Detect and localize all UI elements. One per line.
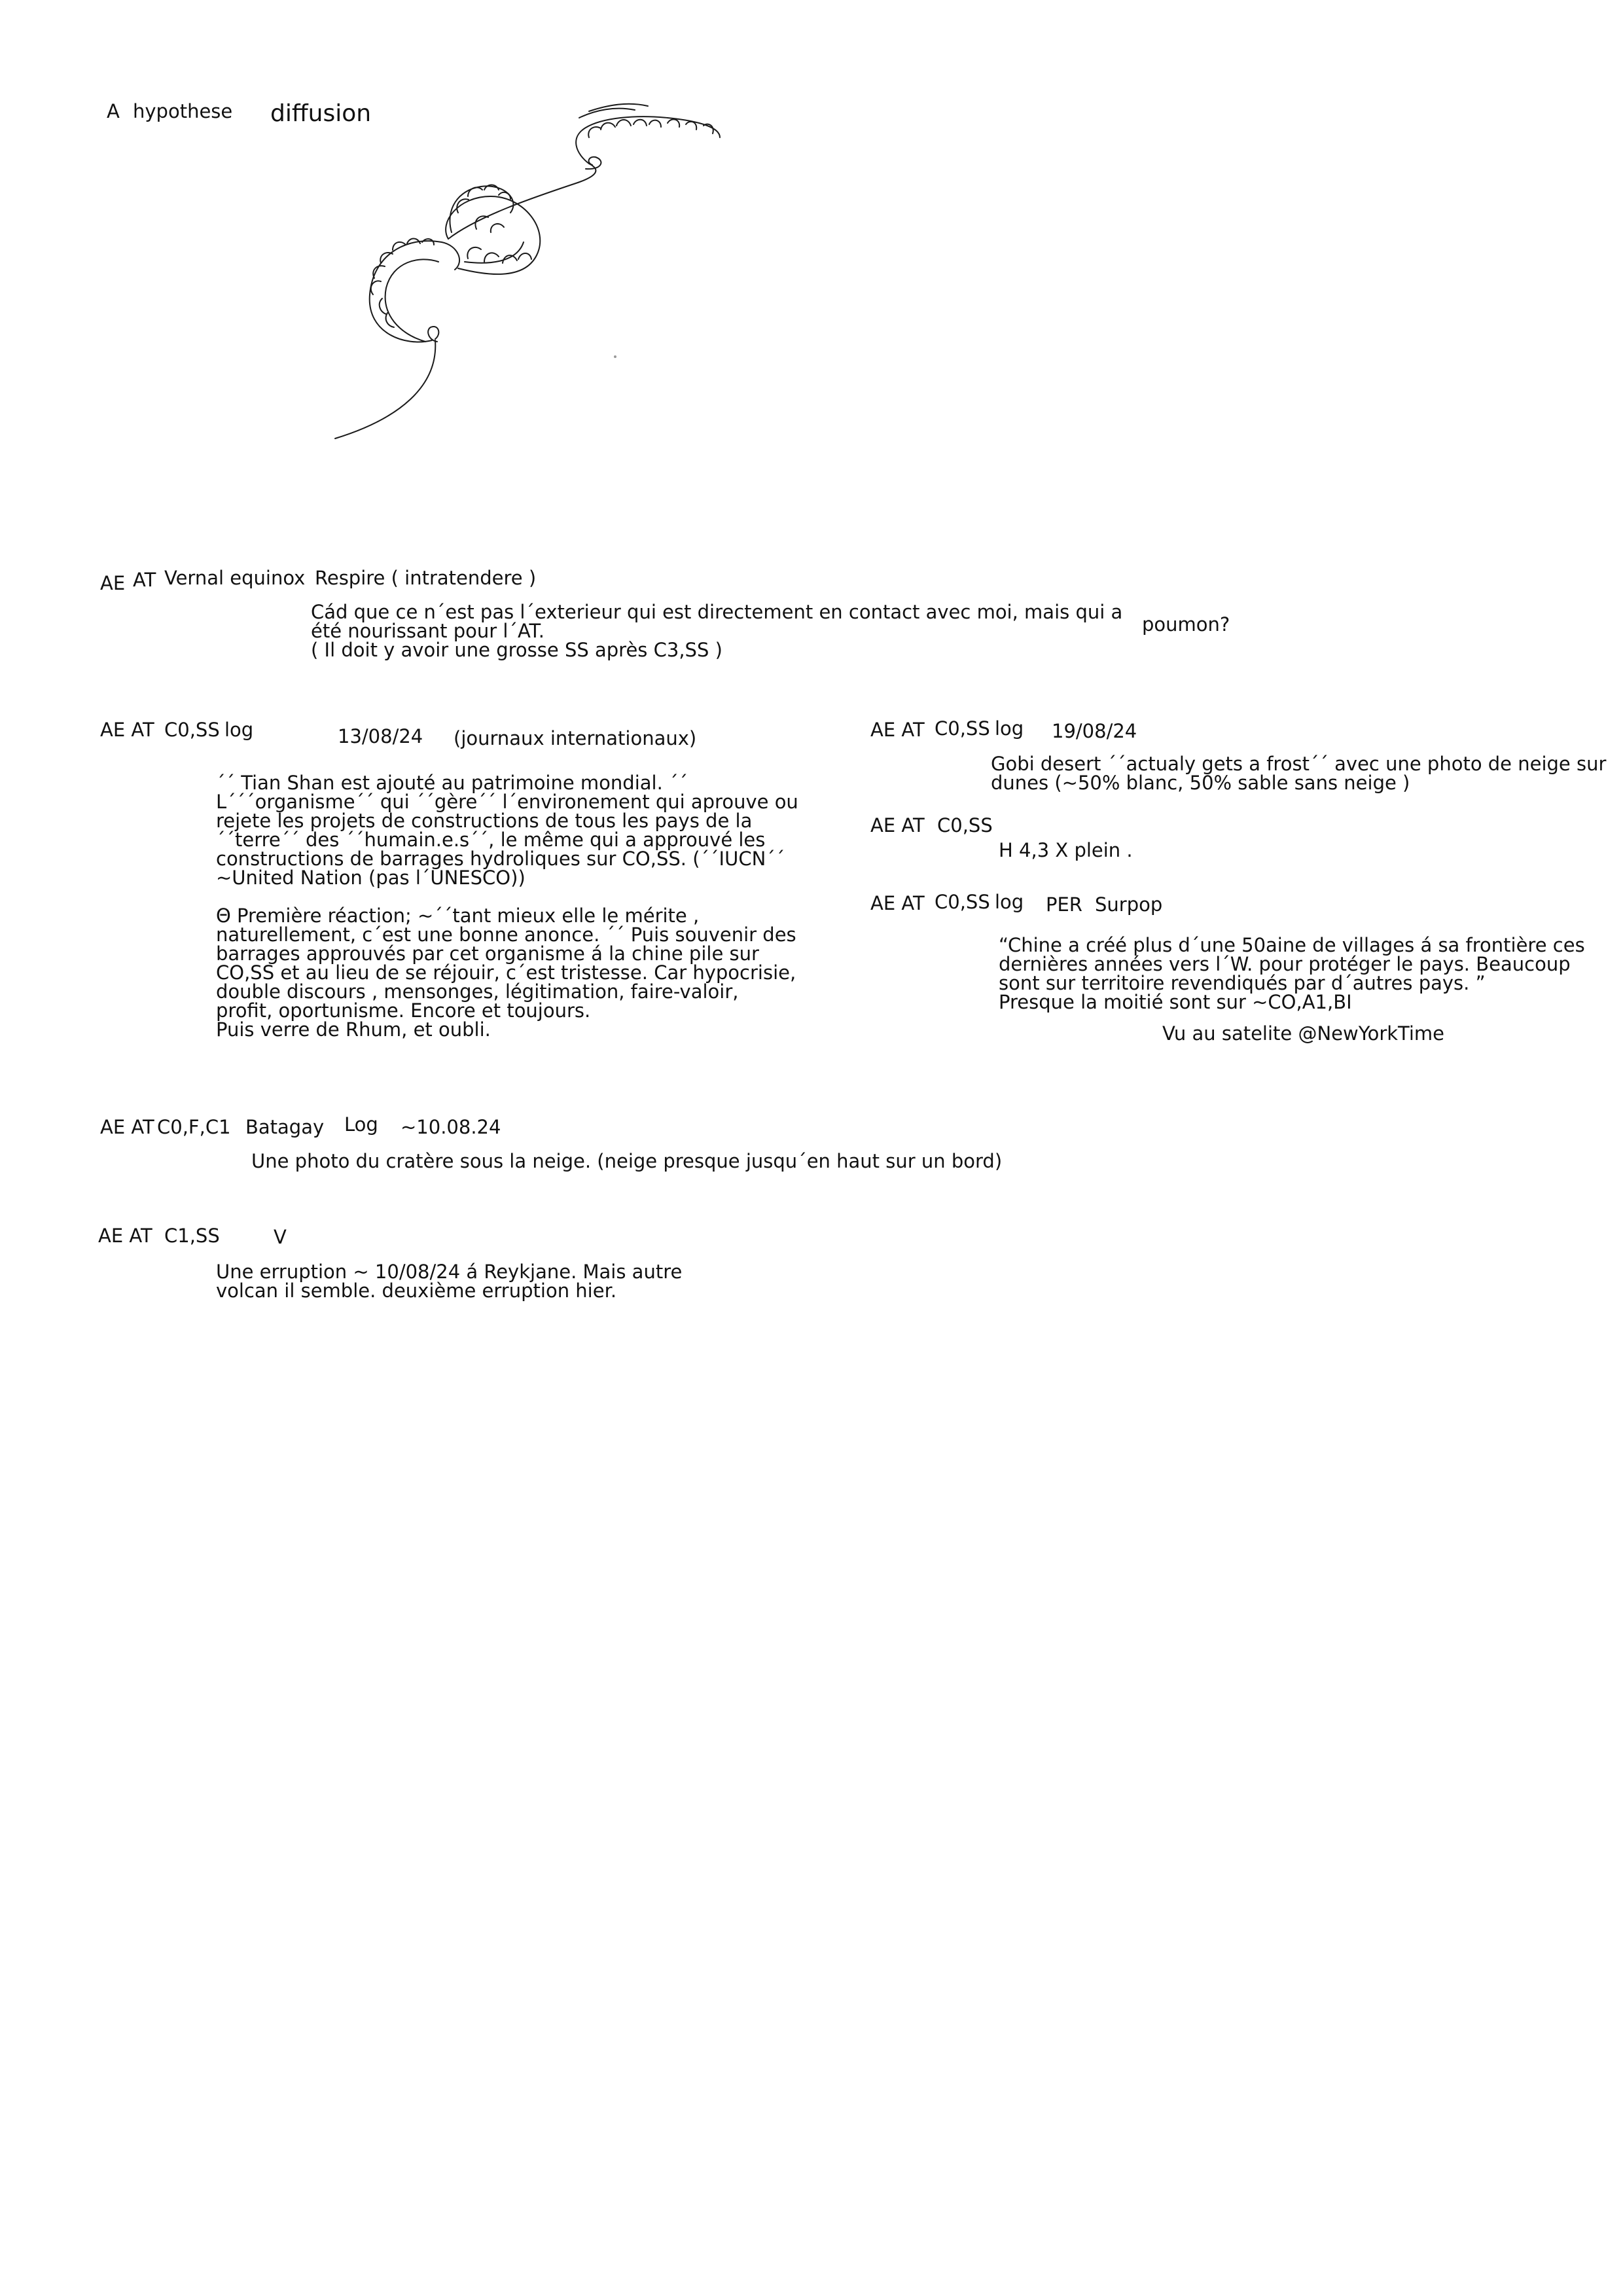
- tianshan-tags: AE AT: [100, 719, 154, 741]
- h-tags: AE AT: [870, 814, 925, 836]
- tianshan-kind: log: [224, 719, 254, 741]
- surpop-credit: Vu au satelite @NewYorkTime: [1162, 1022, 1445, 1045]
- gobi-body: Gobi desert ´´actualy gets a frost´´ avec une photo de neige sur dunes (~50% blanc, 50% sable sans neige ): [991, 753, 1607, 794]
- surpop-title: Surpop: [1095, 893, 1163, 916]
- tianshan-body: ´´ Tian Shan est ajouté au patrimoine mondial. ´´ L´´´organisme´´ qui ´´gère´´ l´environement qui aprouve ou rejete les projets de constructions de tous les pays de la ´´terre´´ des ´´humain.e.s´´, le même qui a approuvé les constructions de barrages hydroliques sur CO,SS. (´´IUCN´´ ~United Nation (pas l´UNESCO)) Θ Première réaction; ~´´tant mieux elle le mérite , naturellement, c´est une bonne anonce. ´´ Puis souvenir des barrages approuvés par cet organisme á la chine pile sur CO,SS et au lieu de se réjouir, c´est tristesse. Car hypocrisie, double discours , mensonges, légitimation, faire-valoir, profit, oportunisme. Encore et toujours. Puis verre de Rhum, et oubli.: [216, 772, 798, 1041]
- poumon-note: poumon?: [1142, 613, 1230, 636]
- batagay-codes: C0,F,C1: [157, 1116, 231, 1138]
- surpop-tags: AE AT: [870, 892, 925, 914]
- equinox-subtitle: Respire ( intratendere ): [315, 567, 537, 589]
- hypothesis-label: hypothese: [133, 100, 233, 122]
- diffusion-title: diffusion: [270, 100, 372, 127]
- batagay-kind: Log: [344, 1113, 378, 1136]
- tag-a: A: [107, 100, 120, 122]
- h-body: H 4,3 X plein .: [999, 839, 1133, 861]
- tianshan-source: (journaux internationaux): [454, 727, 697, 749]
- batagay-tags: AE AT: [100, 1116, 154, 1138]
- surpop-category: PER: [1046, 893, 1082, 916]
- tianshan-codes: C0,SS: [164, 719, 220, 741]
- equinox-title: Vernal equinox: [164, 567, 306, 589]
- surpop-codes: C0,SS: [935, 891, 990, 913]
- volcano-body: Une erruption ~ 10/08/24 á Reykjane. Mais autre volcan il semble. deuxième erruption hier.: [216, 1261, 683, 1302]
- volcano-codes: C1,SS: [164, 1225, 220, 1247]
- h-codes: C0,SS: [937, 814, 993, 836]
- gobi-kind: log: [995, 717, 1024, 740]
- volcano-tags: AE AT: [98, 1225, 152, 1247]
- diffusion-sketch: [327, 98, 746, 452]
- surpop-kind: log: [995, 891, 1024, 913]
- batagay-body: Une photo du cratère sous la neige. (neige presque jusqu´en haut sur un bord): [251, 1150, 1003, 1172]
- equinox-body: Cád que ce n´est pas l´exterieur qui est directement en contact avec moi, mais qui a été nourissant pour l´AT. ( Il doit y avoir une grosse SS après C3,SS ): [311, 601, 1123, 661]
- gobi-tags: AE AT: [870, 719, 925, 741]
- gobi-date: 19/08/24: [1052, 720, 1137, 742]
- tianshan-date: 13/08/24: [338, 725, 423, 747]
- surpop-body: “Chine a créé plus d´une 50aine de villages á sa frontière ces dernières années vers l´W. pour protéger le pays. Beaucoup sont sur territoire revendiqués par d´autres pays. ” Presque la moitié sont sur ~CO,A1,BI: [999, 934, 1585, 1013]
- gobi-codes: C0,SS: [935, 717, 990, 740]
- tag-ae: AE: [100, 572, 126, 594]
- tag-at: AT: [133, 569, 156, 591]
- volcano-mark: V: [274, 1226, 287, 1248]
- batagay-place: Batagay: [245, 1116, 325, 1138]
- batagay-date: ~10.08.24: [401, 1116, 501, 1138]
